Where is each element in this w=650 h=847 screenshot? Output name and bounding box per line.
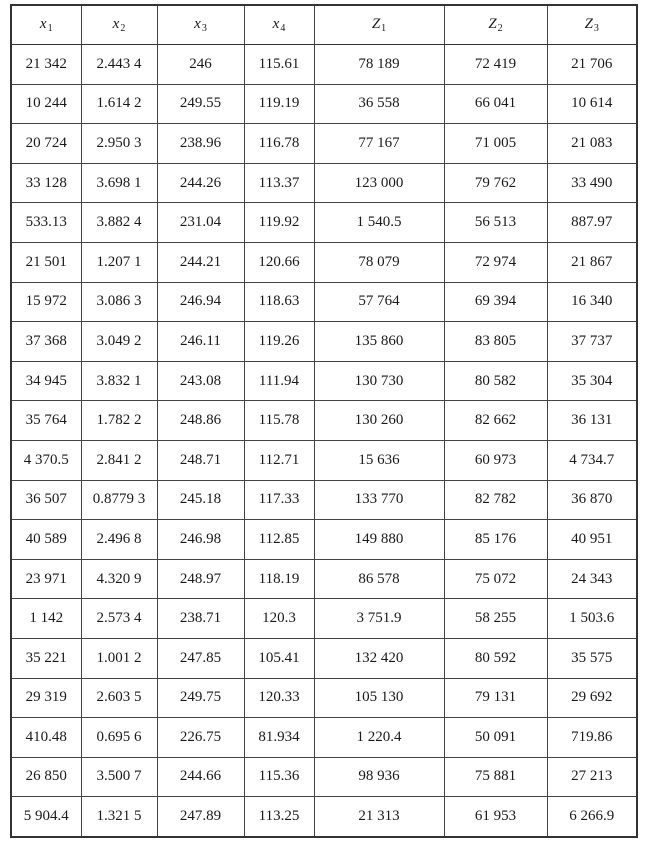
table-cell: 246.11 [157,322,244,362]
table-cell: 77 167 [314,124,444,164]
table-cell: 29 692 [547,678,637,718]
table-cell: 61 953 [444,797,547,837]
table-cell: 35 304 [547,361,637,401]
table-cell: 40 589 [11,520,81,560]
table-cell: 40 951 [547,520,637,560]
table-cell: 112.71 [244,440,314,480]
table-cell: 75 881 [444,757,547,797]
column-header-subscript: 2 [497,23,503,34]
table-cell: 50 091 [444,718,547,758]
table-row [11,440,637,480]
data-table [10,4,638,838]
table-cell: 82 782 [444,480,547,520]
table-cell: 719.86 [547,718,637,758]
table-cell: 1.782 2 [81,401,157,441]
table-cell: 80 582 [444,361,547,401]
table-row [11,401,637,441]
table-cell: 80 592 [444,638,547,678]
table-cell: 246.94 [157,282,244,322]
table-cell: 79 131 [444,678,547,718]
table-cell: 37 368 [11,322,81,362]
table-row [11,480,637,520]
column-header [157,5,244,45]
table-cell: 33 128 [11,163,81,203]
table-cell: 60 973 [444,440,547,480]
table-cell: 132 420 [314,638,444,678]
table-cell: 226.75 [157,718,244,758]
table-cell: 4.320 9 [81,559,157,599]
table-row [11,718,637,758]
column-header-variable: x [272,16,280,32]
table-row [11,282,637,322]
column-header-variable: Z [488,16,497,32]
table-cell: 247.85 [157,638,244,678]
table-cell: 71 005 [444,124,547,164]
table-cell: 105 130 [314,678,444,718]
table-cell: 98 936 [314,757,444,797]
table-cell: 249.75 [157,678,244,718]
table-cell: 35 575 [547,638,637,678]
table-cell: 410.48 [11,718,81,758]
table-cell: 1.001 2 [81,638,157,678]
table-cell: 243.08 [157,361,244,401]
column-header-variable: x [194,16,201,32]
table-cell: 2.603 5 [81,678,157,718]
table-cell: 3.500 7 [81,757,157,797]
table-cell: 119.19 [244,84,314,124]
table-cell: 246 [157,45,244,85]
column-header [547,5,637,45]
table-row [11,599,637,639]
table-cell: 105.41 [244,638,314,678]
table-cell: 58 255 [444,599,547,639]
header-row [11,5,637,45]
table-cell: 5 904.4 [11,797,81,837]
table-row [11,242,637,282]
table-row [11,203,637,243]
table-cell: 82 662 [444,401,547,441]
table-cell: 244.21 [157,242,244,282]
table-row [11,45,637,85]
table-cell: 120.3 [244,599,314,639]
table-cell: 21 867 [547,242,637,282]
table-cell: 113.37 [244,163,314,203]
table-cell: 36 870 [547,480,637,520]
column-header-variable: Z [371,16,381,32]
table-cell: 1 220.4 [314,718,444,758]
table-cell: 3.832 1 [81,361,157,401]
column-header-subscript: 3 [201,23,207,34]
table-cell: 0.695 6 [81,718,157,758]
table-cell: 36 131 [547,401,637,441]
table-cell: 29 319 [11,678,81,718]
table-cell: 1 540.5 [314,203,444,243]
table-cell: 244.26 [157,163,244,203]
column-header [314,5,444,45]
table-cell: 130 260 [314,401,444,441]
table-cell: 4 370.5 [11,440,81,480]
table-cell: 2.841 2 [81,440,157,480]
table-cell: 238.96 [157,124,244,164]
table-cell: 36 507 [11,480,81,520]
table-cell: 1 503.6 [547,599,637,639]
table-cell: 86 578 [314,559,444,599]
table-cell: 26 850 [11,757,81,797]
column-header-subscript: 1 [47,23,53,34]
table-cell: 112.85 [244,520,314,560]
table-cell: 69 394 [444,282,547,322]
table-cell: 3.698 1 [81,163,157,203]
table-cell: 115.78 [244,401,314,441]
table-row [11,757,637,797]
table-cell: 37 737 [547,322,637,362]
table-cell: 85 176 [444,520,547,560]
table-row [11,797,637,837]
table-cell: 0.8779 3 [81,480,157,520]
table-cell: 72 419 [444,45,547,85]
table-cell: 75 072 [444,559,547,599]
table-cell: 33 490 [547,163,637,203]
column-header [11,5,81,45]
column-header-variable: x [39,16,47,32]
table-cell: 1.321 5 [81,797,157,837]
table-cell: 231.04 [157,203,244,243]
table-cell: 21 706 [547,45,637,85]
table-cell: 78 189 [314,45,444,85]
column-header-variable: Z [584,16,593,32]
table-cell: 115.61 [244,45,314,85]
table-cell: 21 313 [314,797,444,837]
table-cell: 133 770 [314,480,444,520]
table-cell: 10 614 [547,84,637,124]
table-cell: 35 221 [11,638,81,678]
table-cell: 20 724 [11,124,81,164]
table-cell: 119.26 [244,322,314,362]
table-cell: 149 880 [314,520,444,560]
column-header [244,5,314,45]
table-cell: 120.33 [244,678,314,718]
table-cell: 24 343 [547,559,637,599]
table-cell: 21 342 [11,45,81,85]
table-cell: 1 142 [11,599,81,639]
table-cell: 238.71 [157,599,244,639]
table-cell: 3 751.9 [314,599,444,639]
table-cell: 3.882 4 [81,203,157,243]
table-cell: 15 636 [314,440,444,480]
table-cell: 135 860 [314,322,444,362]
table-cell: 119.92 [244,203,314,243]
table-row [11,638,637,678]
table-row [11,84,637,124]
table-cell: 78 079 [314,242,444,282]
column-header-subscript: 3 [593,23,599,34]
table-cell: 1.614 2 [81,84,157,124]
column-header [444,5,547,45]
table-row [11,163,637,203]
table-cell: 533.13 [11,203,81,243]
table-header [11,5,637,45]
table-cell: 115.36 [244,757,314,797]
table-cell: 118.63 [244,282,314,322]
table-row [11,559,637,599]
column-header-subscript: 1 [381,23,387,34]
table-cell: 247.89 [157,797,244,837]
table-cell: 130 730 [314,361,444,401]
table-cell: 83 805 [444,322,547,362]
table-cell: 79 762 [444,163,547,203]
table-cell: 72 974 [444,242,547,282]
table-cell: 15 972 [11,282,81,322]
table-cell: 246.98 [157,520,244,560]
table-cell: 34 945 [11,361,81,401]
column-header-subscript: 2 [120,23,126,34]
table-cell: 3.049 2 [81,322,157,362]
table-cell: 3.086 3 [81,282,157,322]
table-cell: 10 244 [11,84,81,124]
table-cell: 81.934 [244,718,314,758]
table-row [11,520,637,560]
data-table-container [10,4,636,838]
table-cell: 1.207 1 [81,242,157,282]
table-cell: 6 266.9 [547,797,637,837]
table-row [11,124,637,164]
table-cell: 35 764 [11,401,81,441]
table-cell: 120.66 [244,242,314,282]
table-cell: 56 513 [444,203,547,243]
table-cell: 36 558 [314,84,444,124]
table-cell: 248.97 [157,559,244,599]
column-header-subscript: 4 [280,23,286,34]
table-cell: 21 501 [11,242,81,282]
table-cell: 118.19 [244,559,314,599]
table-row [11,361,637,401]
table-cell: 2.950 3 [81,124,157,164]
table-cell: 245.18 [157,480,244,520]
table-cell: 2.573 4 [81,599,157,639]
table-cell: 248.86 [157,401,244,441]
table-cell: 249.55 [157,84,244,124]
table-cell: 57 764 [314,282,444,322]
column-header-variable: x [112,16,120,32]
table-cell: 248.71 [157,440,244,480]
table-cell: 116.78 [244,124,314,164]
table-cell: 244.66 [157,757,244,797]
table-cell: 4 734.7 [547,440,637,480]
table-cell: 21 083 [547,124,637,164]
table-cell: 887.97 [547,203,637,243]
table-cell: 2.496 8 [81,520,157,560]
table-cell: 66 041 [444,84,547,124]
table-body [11,45,637,837]
table-cell: 2.443 4 [81,45,157,85]
table-cell: 16 340 [547,282,637,322]
table-cell: 23 971 [11,559,81,599]
table-cell: 27 213 [547,757,637,797]
table-row [11,678,637,718]
table-cell: 123 000 [314,163,444,203]
table-cell: 111.94 [244,361,314,401]
table-cell: 113.25 [244,797,314,837]
table-cell: 117.33 [244,480,314,520]
column-header [81,5,157,45]
table-row [11,322,637,362]
